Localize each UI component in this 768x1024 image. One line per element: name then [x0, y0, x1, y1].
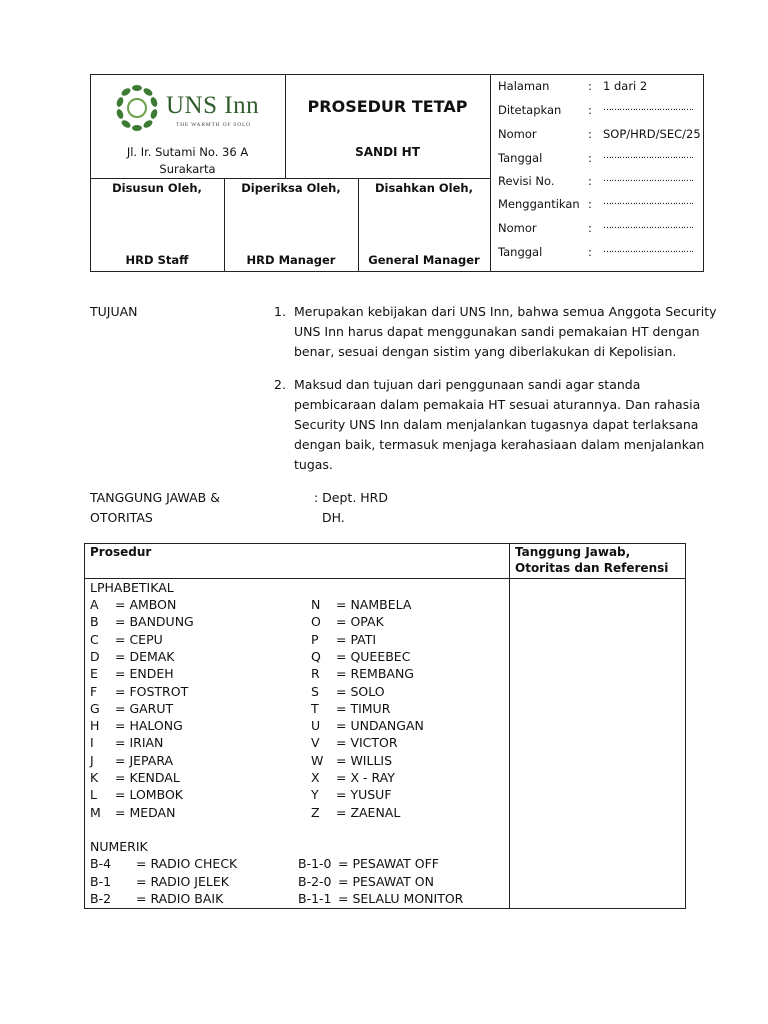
numeric-code: B-1 — [90, 873, 112, 889]
signature-role: HRD Staff — [125, 253, 189, 267]
meta-label: Tanggal — [498, 245, 543, 259]
table-header-responsibility: Tanggung Jawab, — [515, 545, 631, 559]
alpha-code: = OPAK — [336, 614, 384, 630]
numeric-meaning: = PESAWAT ON — [338, 873, 434, 889]
alpha-letter: T — [311, 700, 319, 716]
meta-row — [498, 174, 698, 194]
list-item-line: dengan baik, termasuk menjaga kerahasiaan dalam menjalankan — [294, 437, 705, 452]
meta-label: Revisi No. — [498, 174, 555, 188]
alpha-letter: V — [311, 735, 320, 751]
header-divider — [490, 74, 491, 272]
meta-value: ……………………………. — [603, 197, 693, 207]
alpha-code: = LOMBOK — [115, 787, 183, 803]
alpha-letter: B — [90, 614, 99, 630]
alpha-letter: P — [311, 631, 319, 647]
numeric-code: B-1-0 — [298, 856, 332, 871]
logo-tagline: THE WARMTH OF SOLO — [176, 122, 251, 128]
meta-colon: : — [588, 174, 592, 188]
alpha-code: = FOSTROT — [115, 683, 189, 699]
alpha-code: = UNDANGAN — [336, 718, 424, 734]
header-divider — [285, 74, 286, 178]
meta-label: Nomor — [498, 221, 537, 235]
meta-value: ……………………………. — [603, 221, 693, 231]
section-label-tanggung-jawab: TANGGUNG JAWAB & — [90, 490, 220, 505]
alpha-code: = TIMUR — [336, 700, 391, 716]
table-header-responsibility: Otoritas dan Referensi — [515, 561, 669, 575]
meta-colon: : — [588, 151, 592, 165]
alpha-code: = KENDAL — [115, 770, 180, 785]
meta-label: Tanggal — [498, 151, 543, 165]
numeric-code: B-2-0 — [298, 873, 332, 889]
alpha-letter: S — [311, 683, 319, 699]
alpha-letter: R — [311, 666, 320, 682]
list-item-line: Merupakan kebijakan dari UNS Inn, bahwa semua Anggota Security — [294, 304, 717, 319]
meta-colon: : — [588, 103, 592, 117]
numeric-code: B-2 — [90, 891, 112, 906]
alpha-code: = ZAENAL — [336, 804, 401, 820]
list-item-line: pembicaraan dalam pemakaia HT sesuai aturannya. Dan rahasia — [294, 397, 701, 412]
alpha-code: = MEDAN — [115, 804, 176, 820]
alpha-code: = X - RAY — [336, 770, 395, 785]
numeric-meaning: = RADIO BAIK — [136, 891, 224, 906]
numeric-meaning: = RADIO JELEK — [136, 873, 229, 889]
meta-label: Halaman — [498, 79, 550, 93]
alpha-letter: H — [90, 718, 100, 734]
alpha-code: = YUSUF — [336, 787, 392, 803]
signature-heading: Diperiksa Oleh, — [241, 181, 341, 195]
alpha-code: = GARUT — [115, 700, 174, 716]
signature-heading: Disusun Oleh, — [112, 181, 202, 195]
document-subtitle: SANDI HT — [355, 145, 420, 159]
responsible-dept: : Dept. HRD — [314, 490, 388, 505]
responsible-person: DH. — [322, 510, 345, 525]
alpha-letter: K — [90, 770, 99, 785]
logo — [112, 80, 262, 136]
address-line: Jl. Ir. Sutami No. 36 A — [126, 145, 249, 159]
list-item-line: UNS Inn harus dapat menggunakan sandi pemakaian HT dengan — [294, 324, 700, 339]
meta-colon: : — [588, 221, 592, 235]
alpha-letter: D — [90, 648, 100, 664]
meta-label: Nomor — [498, 127, 537, 141]
meta-value: ……………………………. — [603, 174, 693, 184]
list-item-line: tugas. — [294, 457, 333, 472]
numeric-heading: NUMERIK — [90, 839, 148, 854]
meta-row — [498, 151, 698, 171]
alpha-letter: F — [90, 683, 98, 699]
meta-label: Ditetapkan — [498, 103, 562, 117]
signature-role: General Manager — [368, 253, 480, 267]
meta-value: ……………………………. — [603, 103, 693, 113]
list-item-number: 1. — [274, 304, 286, 319]
alpha-code: = BANDUNG — [115, 614, 194, 630]
alpha-letter: O — [311, 614, 321, 630]
list-item-line: Maksud dan tujuan dari penggunaan sandi agar standa — [294, 377, 641, 392]
table-header-prosedur: Prosedur — [90, 545, 152, 559]
document-title: PROSEDUR TETAP — [307, 97, 468, 116]
alpha-letter: G — [90, 700, 100, 716]
list-item-line: Security UNS Inn dalam menjalankan tugasnya dapat terlaksana — [294, 417, 699, 432]
meta-row — [498, 127, 701, 147]
alpha-code: = DEMAK — [115, 648, 175, 664]
meta-value: ……………………………. — [603, 151, 693, 161]
alpha-code: = HALONG — [115, 718, 183, 734]
alpha-code: = ENDEH — [115, 666, 174, 682]
signature-role: HRD Manager — [246, 253, 336, 267]
alpha-letter: U — [311, 718, 321, 734]
list-item-number: 2. — [274, 377, 286, 392]
alpha-letter: Y — [311, 787, 319, 803]
alpha-code: = QUEEBEC — [336, 648, 411, 664]
alpha-code: = VICTOR — [336, 735, 398, 751]
alpha-code: = JEPARA — [115, 752, 174, 768]
alpha-letter: W — [311, 752, 324, 768]
signature-heading: Disahkan Oleh, — [375, 181, 473, 195]
list-item-line: benar, sesuai dengan sistim yang diberlakukan di Kepolisian. — [294, 344, 677, 359]
alpha-code: = WILLIS — [336, 752, 393, 768]
alpha-code: = CEPU — [115, 631, 163, 647]
logo-text: UNS Inn — [166, 92, 260, 119]
meta-colon: : — [588, 245, 592, 259]
alpha-code: = PATI — [336, 631, 377, 647]
alpha-code: = AMBON — [115, 597, 177, 612]
meta-colon: : — [588, 79, 592, 93]
meta-row — [498, 245, 698, 265]
alpha-code: = NAMBELA — [336, 597, 412, 612]
meta-row — [498, 79, 698, 99]
table-divider — [509, 543, 510, 909]
meta-label: Menggantikan — [498, 197, 580, 211]
address-line: Surakarta — [159, 162, 216, 176]
meta-value: SOP/HRD/SEC/25 — [603, 127, 701, 141]
alphabet-heading: LPHABETIKAL — [90, 580, 174, 595]
meta-row — [498, 103, 698, 123]
meta-row — [498, 221, 698, 241]
meta-value: ……………………………. — [603, 245, 693, 255]
section-label-tujuan: TUJUAN — [90, 304, 138, 319]
alpha-letter: J — [90, 752, 94, 768]
numeric-code: B-4 — [90, 856, 112, 871]
alpha-code: = SOLO — [336, 683, 385, 699]
section-label-otoritas: OTORITAS — [90, 510, 153, 525]
alpha-code: = IRIAN — [115, 735, 164, 751]
alpha-letter: C — [90, 631, 99, 647]
header-divider — [90, 178, 490, 179]
alpha-letter: Q — [311, 648, 321, 664]
alpha-letter: Z — [311, 804, 320, 820]
alpha-letter: X — [311, 770, 320, 785]
meta-colon: : — [588, 197, 592, 211]
numeric-meaning: = PESAWAT OFF — [338, 856, 440, 871]
alpha-letter: M — [90, 804, 101, 820]
meta-value: 1 dari 2 — [603, 79, 648, 93]
alpha-letter: A — [90, 597, 99, 612]
alpha-code: = REMBANG — [336, 666, 414, 682]
meta-colon: : — [588, 127, 592, 141]
numeric-meaning: = SELALU MONITOR — [338, 891, 464, 906]
alpha-letter: N — [311, 597, 321, 612]
alpha-letter: E — [90, 666, 98, 682]
numeric-code: B-1-1 — [298, 891, 332, 906]
table-divider — [84, 578, 686, 579]
meta-row — [498, 197, 698, 217]
alpha-letter: I — [90, 735, 94, 751]
alpha-letter: L — [90, 787, 97, 803]
numeric-meaning: = RADIO CHECK — [136, 856, 238, 871]
laurel-logo-icon — [114, 82, 160, 134]
